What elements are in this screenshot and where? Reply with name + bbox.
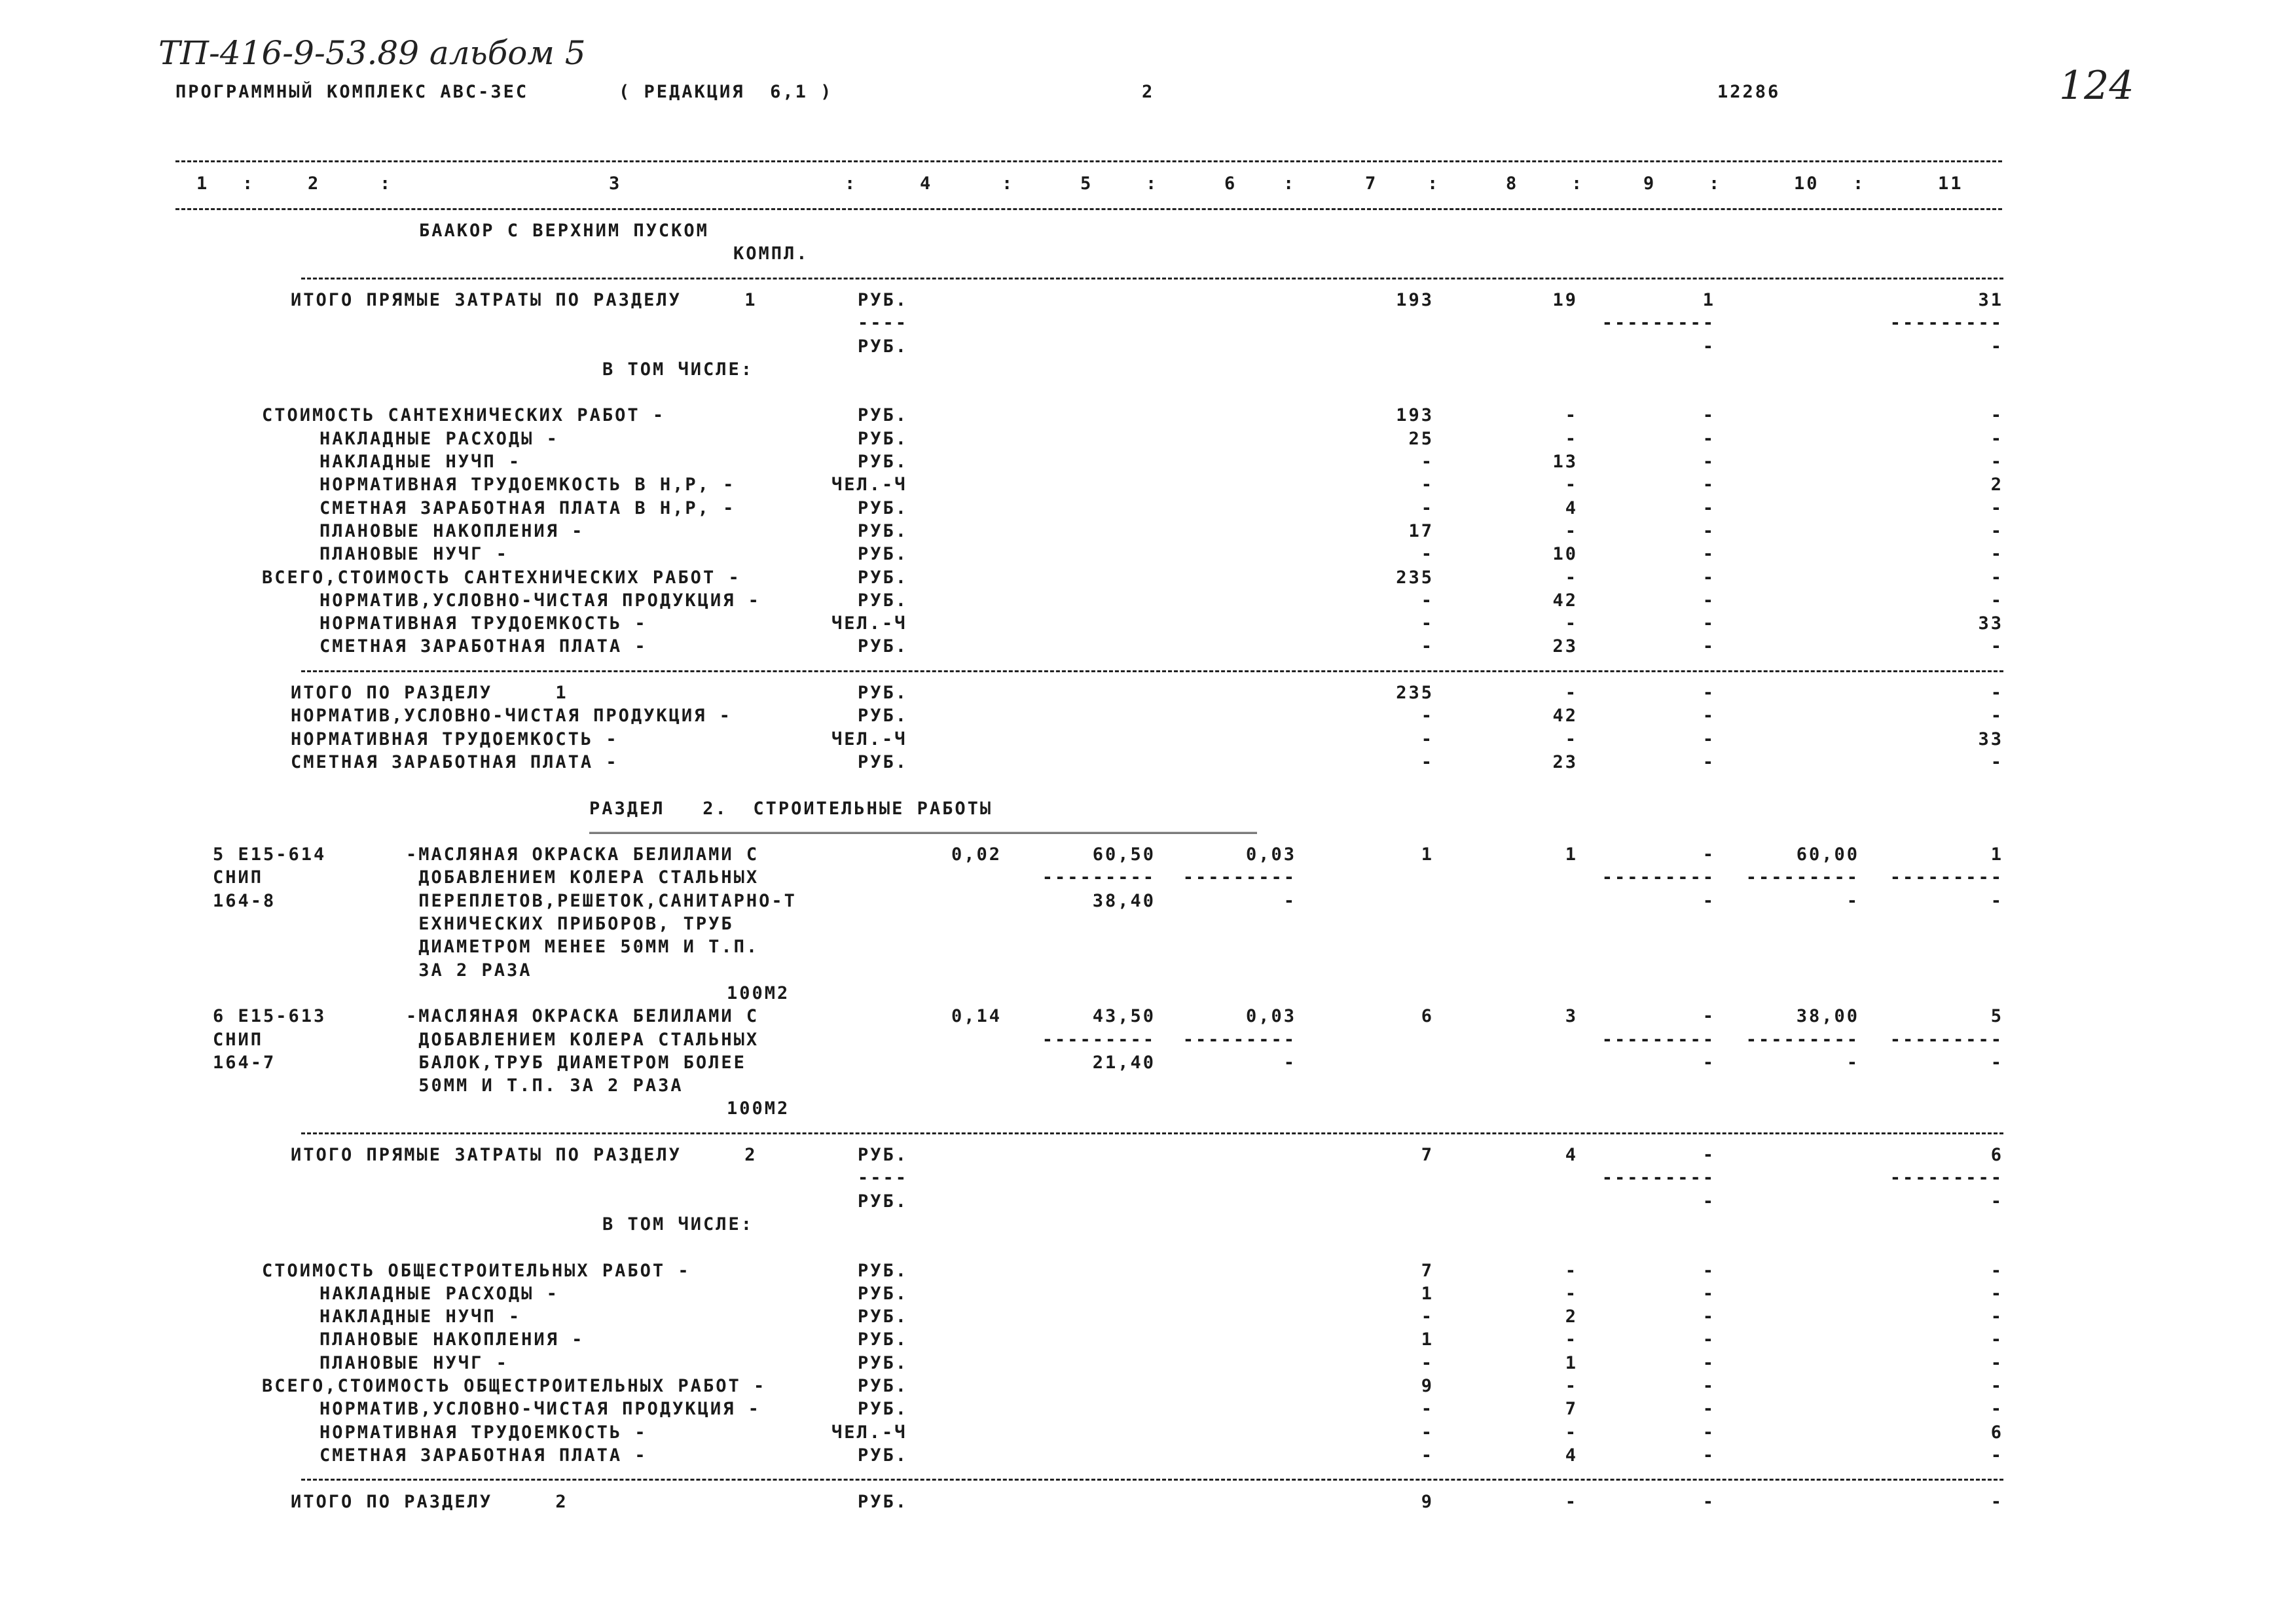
- value-col-7: -: [1421, 544, 1434, 565]
- value-col-7: -: [1421, 1307, 1434, 1327]
- value-col-11: -: [1990, 497, 2003, 518]
- value-col-7: 6: [1421, 1006, 1434, 1027]
- value-col-7: -: [1421, 706, 1434, 727]
- value-col-11: -: [1990, 1445, 2003, 1466]
- value-col-9: -: [1702, 1283, 1715, 1304]
- value-col-8: 4: [1565, 497, 1578, 518]
- unit-cell: РУБ.: [858, 706, 909, 727]
- description-cell: ПЛАНОВЫЕ НАКОПЛЕНИЯ -: [319, 1329, 585, 1350]
- unit-cell: РУБ.: [858, 567, 909, 588]
- description-cell: СМЕТНАЯ ЗАРАБОТНАЯ ПЛАТА В Н,Р, -: [319, 497, 736, 518]
- value-col-9: -: [1702, 1052, 1715, 1073]
- value-col-7: 17: [1408, 520, 1434, 541]
- value-col-9: -: [1702, 890, 1715, 911]
- description-cell: НАКЛАДНЫЕ РАСХОДЫ -: [319, 428, 559, 449]
- value-col-11: 6: [1990, 1422, 2003, 1443]
- value-col-9: -: [1702, 1399, 1715, 1420]
- section-underline: [589, 832, 1257, 834]
- value-col-7: -: [1421, 729, 1434, 749]
- description-cell: БАЛОК,ТРУБ ДИАМЕТРОМ БОЛЕЕ: [406, 1052, 746, 1073]
- value-col-11: -: [1990, 590, 2003, 611]
- row-separator: [301, 1132, 2003, 1134]
- description-cell: НАКЛАДНЫЕ НУЧП -: [319, 452, 522, 472]
- value-col-10: 38,00: [1796, 1006, 1859, 1027]
- value-col-8: 13: [1552, 452, 1578, 472]
- description-cell: ДОБАВЛЕНИЕМ КОЛЕРА СТАЛЬНЫХ: [406, 867, 759, 888]
- value-col-9: -: [1702, 590, 1715, 611]
- unit-cell: ----: [858, 1168, 909, 1189]
- subtotal-dash-col-5: ---------: [1042, 1029, 1156, 1050]
- value-col-7: -: [1421, 613, 1434, 634]
- value-col-7: -: [1421, 1445, 1434, 1466]
- column-header-4: 4: [920, 173, 933, 194]
- value-col-9: -: [1702, 405, 1715, 426]
- value-col-8: -: [1565, 613, 1578, 634]
- value-col-7: 1: [1421, 1329, 1434, 1350]
- subtotal-dash-col-10: ---------: [1745, 867, 1859, 888]
- unit-cell: РУБ.: [858, 1329, 909, 1350]
- description-cell: В ТОМ ЧИСЛЕ:: [602, 359, 754, 380]
- document-code: 12286: [1717, 82, 1781, 102]
- value-col-9: -: [1702, 729, 1715, 749]
- subtotal-dash-col-11: ---------: [1889, 1168, 2003, 1189]
- unit-cell: РУБ.: [858, 751, 909, 772]
- code-cell: СНИП: [213, 1029, 264, 1050]
- value-col-9: -: [1702, 1422, 1715, 1443]
- description-cell: 50ММ И Т.П. ЗА 2 РАЗА: [406, 1075, 684, 1096]
- description-cell: ДОБАВЛЕНИЕМ КОЛЕРА СТАЛЬНЫХ: [406, 1029, 759, 1050]
- unit-cell: РУБ.: [858, 1260, 909, 1281]
- description-cell: НОРМАТИВ,УСЛОВНО-ЧИСТАЯ ПРОДУКЦИЯ -: [319, 590, 761, 611]
- unit-cell: РУБ.: [858, 636, 909, 657]
- unit-cell: РУБ.: [858, 520, 909, 541]
- unit-cell: ЧЕЛ.-Ч: [831, 729, 907, 749]
- unit-cell: РУБ.: [858, 683, 909, 703]
- unit-label: КОМПЛ.: [733, 244, 809, 264]
- value-col-11: -: [1990, 544, 2003, 565]
- value-col-11: -: [1990, 636, 2003, 657]
- column-divider: :: [1283, 173, 1296, 194]
- value-col-11: 6: [1990, 1145, 2003, 1165]
- quantity-unit: 100М2: [727, 1098, 790, 1119]
- description-cell: ПЕРЕПЛЕТОВ,РЕШЕТОК,САНИТАРНО-Т: [406, 890, 797, 911]
- value-col-11: 1: [1990, 844, 2003, 865]
- value-col-7: -: [1421, 452, 1434, 472]
- value-col-8: -: [1565, 1260, 1578, 1281]
- value-col-8: 4: [1565, 1145, 1578, 1165]
- value-col-9: -: [1702, 1445, 1715, 1466]
- value-col-6: -: [1283, 1052, 1296, 1073]
- value-col-9: -: [1702, 475, 1715, 496]
- description-cell: ЕХНИЧЕСКИХ ПРИБОРОВ, ТРУБ: [406, 914, 734, 934]
- value-col-8: -: [1565, 1422, 1578, 1443]
- description-cell: ВСЕГО,СТОИМОСТЬ ОБЩЕСТРОИТЕЛЬНЫХ РАБОТ -: [262, 1376, 767, 1396]
- value-col-9: -: [1702, 1145, 1715, 1165]
- description-cell: ПЛАНОВЫЕ НАКОПЛЕНИЯ -: [319, 520, 585, 541]
- value-col-9: -: [1702, 567, 1715, 588]
- value-col-5: 43,50: [1092, 1006, 1156, 1027]
- unit-cell: РУБ.: [858, 1145, 909, 1165]
- description-cell: СМЕТНАЯ ЗАРАБОТНАЯ ПЛАТА -: [319, 1445, 648, 1466]
- row-separator: [301, 670, 2003, 672]
- subtotal-dash-col-9: ---------: [1601, 313, 1715, 334]
- unit-cell: РУБ.: [858, 452, 909, 472]
- value-col-4: 0,02: [951, 844, 1002, 865]
- value-col-10: -: [1846, 1052, 1859, 1073]
- value-col-11: -: [1990, 428, 2003, 449]
- description-cell: НОРМАТИВНАЯ ТРУДОЕМКОСТЬ -: [319, 1422, 648, 1443]
- value-col-11: -: [1990, 1352, 2003, 1373]
- unit-cell: РУБ.: [858, 544, 909, 565]
- value-col-11: -: [1990, 706, 2003, 727]
- value-col-7: -: [1421, 1422, 1434, 1443]
- value-col-8: 42: [1552, 590, 1578, 611]
- page-number: 2: [1142, 82, 1155, 102]
- column-header-10: 10: [1794, 173, 1819, 194]
- value-col-8: 10: [1552, 544, 1578, 565]
- program-edition: ( РЕДАКЦИЯ 6,1 ): [619, 82, 833, 102]
- value-col-9: -: [1702, 520, 1715, 541]
- value-col-9: -: [1702, 336, 1715, 357]
- value-col-6: 0,03: [1245, 1006, 1296, 1027]
- column-header-3: 3: [609, 173, 622, 194]
- value-col-10: -: [1846, 890, 1859, 911]
- value-col-7: 7: [1421, 1260, 1434, 1281]
- unit-cell: РУБ.: [858, 289, 909, 310]
- value-col-9: -: [1702, 751, 1715, 772]
- value-col-9: -: [1702, 1006, 1715, 1027]
- code-cell: 5 Е15-614: [213, 844, 327, 865]
- description-cell: ИТОГО ПО РАЗДЕЛУ 1: [291, 683, 568, 703]
- unit-cell: ЧЕЛ.-Ч: [831, 475, 907, 496]
- row-separator: [301, 1479, 2003, 1481]
- value-col-8: 42: [1552, 706, 1578, 727]
- value-col-9: -: [1702, 1260, 1715, 1281]
- value-col-7: 7: [1421, 1145, 1434, 1165]
- value-col-7: 235: [1396, 567, 1434, 588]
- value-col-11: -: [1990, 1329, 2003, 1350]
- value-col-10: 60,00: [1796, 844, 1859, 865]
- value-col-9: -: [1702, 613, 1715, 634]
- value-col-8: -: [1565, 475, 1578, 496]
- value-col-7: 193: [1396, 405, 1434, 426]
- unit-cell: РУБ.: [858, 1491, 909, 1512]
- subtotal-dash-col-10: ---------: [1745, 1029, 1859, 1050]
- value-col-7: 193: [1396, 289, 1434, 310]
- value-col-4: 0,14: [951, 1006, 1002, 1027]
- unit-cell: РУБ.: [858, 1283, 909, 1304]
- value-col-8: 1: [1565, 844, 1578, 865]
- description-cell: ИТОГО ПРЯМЫЕ ЗАТРАТЫ ПО РАЗДЕЛУ 2: [291, 1145, 757, 1165]
- subtotal-dash-col-9: ---------: [1601, 867, 1715, 888]
- column-divider: :: [845, 173, 858, 194]
- section-title: РАЗДЕЛ 2. СТРОИТЕЛЬНЫЕ РАБОТЫ: [589, 798, 993, 819]
- description-cell: НОРМАТИВНАЯ ТРУДОЕМКОСТЬ -: [291, 729, 619, 749]
- column-divider: :: [1853, 173, 1866, 194]
- unit-cell: ЧЕЛ.-Ч: [831, 1422, 907, 1443]
- column-header-6: 6: [1224, 173, 1237, 194]
- value-col-11: -: [1990, 1260, 2003, 1281]
- value-col-8: -: [1565, 1491, 1578, 1512]
- subtotal-dash-col-5: ---------: [1042, 867, 1156, 888]
- description-cell: ПЛАНОВЫЕ НУЧГ -: [319, 544, 509, 565]
- value-col-11: 5: [1990, 1006, 2003, 1027]
- value-col-5: 60,50: [1092, 844, 1156, 865]
- unit-cell: РУБ.: [858, 497, 909, 518]
- description-cell: СТОИМОСТЬ ОБЩЕСТРОИТЕЛЬНЫХ РАБОТ -: [262, 1260, 691, 1281]
- value-col-11: 31: [1978, 289, 2003, 310]
- value-col-9: -: [1702, 1191, 1715, 1212]
- value-col-11: -: [1990, 567, 2003, 588]
- value-col-8: 23: [1552, 636, 1578, 657]
- value-col-9: -: [1702, 452, 1715, 472]
- description-cell: БААКОР С ВЕРХНИМ ПУСКОМ: [419, 221, 709, 241]
- subtotal-dash-col-9: ---------: [1601, 1168, 1715, 1189]
- description-cell: ДИАМЕТРОМ МЕНЕЕ 50ММ И Т.П.: [406, 937, 759, 958]
- code-cell: СНИП: [213, 867, 264, 888]
- value-col-8: 1: [1565, 1352, 1578, 1373]
- column-divider: :: [1571, 173, 1584, 194]
- value-col-8: -: [1565, 520, 1578, 541]
- value-col-8: -: [1565, 1376, 1578, 1396]
- unit-cell: РУБ.: [858, 590, 909, 611]
- handwritten-doc-code: ТП-416-9-53.89 альбом 5: [158, 34, 586, 72]
- value-col-7: -: [1421, 590, 1434, 611]
- value-col-9: -: [1702, 844, 1715, 865]
- column-header-11: 11: [1938, 173, 1963, 194]
- value-col-5: 21,40: [1092, 1052, 1156, 1073]
- value-col-7: -: [1421, 1399, 1434, 1420]
- value-col-7: 9: [1421, 1376, 1434, 1396]
- description-cell: В ТОМ ЧИСЛЕ:: [602, 1214, 754, 1235]
- value-col-11: -: [1990, 890, 2003, 911]
- value-col-11: -: [1990, 683, 2003, 703]
- description-cell: -МАСЛЯНАЯ ОКРАСКА БЕЛИЛАМИ С: [406, 1006, 759, 1027]
- description-cell: СТОИМОСТЬ САНТЕХНИЧЕСКИХ РАБОТ -: [262, 405, 666, 426]
- value-col-9: -: [1702, 544, 1715, 565]
- code-cell: 164-7: [213, 1052, 276, 1073]
- value-col-9: -: [1702, 636, 1715, 657]
- value-col-11: -: [1990, 452, 2003, 472]
- value-col-7: 25: [1408, 428, 1434, 449]
- value-col-7: 9: [1421, 1491, 1434, 1512]
- description-cell: НОРМАТИВ,УСЛОВНО-ЧИСТАЯ ПРОДУКЦИЯ -: [319, 1399, 761, 1420]
- value-col-7: -: [1421, 636, 1434, 657]
- value-col-8: -: [1565, 428, 1578, 449]
- value-col-8: 19: [1552, 289, 1578, 310]
- unit-cell: РУБ.: [858, 1191, 909, 1212]
- value-col-8: -: [1565, 1329, 1578, 1350]
- unit-cell: РУБ.: [858, 1399, 909, 1420]
- value-col-9: -: [1702, 1329, 1715, 1350]
- unit-cell: ----: [858, 313, 909, 334]
- column-divider: :: [1146, 173, 1159, 194]
- value-col-9: -: [1702, 706, 1715, 727]
- value-col-9: -: [1702, 1376, 1715, 1396]
- description-cell: НОРМАТИВНАЯ ТРУДОЕМКОСТЬ -: [319, 613, 648, 634]
- value-col-11: -: [1990, 405, 2003, 426]
- value-col-8: -: [1565, 567, 1578, 588]
- value-col-11: 2: [1990, 475, 2003, 496]
- value-col-8: -: [1565, 1283, 1578, 1304]
- subtotal-dash-col-11: ---------: [1889, 313, 2003, 334]
- unit-cell: РУБ.: [858, 1352, 909, 1373]
- program-title: ПРОГРАММНЫЙ КОМПЛЕКС АВС-3ЕС: [175, 82, 529, 102]
- column-header-5: 5: [1080, 173, 1093, 194]
- description-cell: НАКЛАДНЫЕ РАСХОДЫ -: [319, 1283, 559, 1304]
- unit-cell: РУБ.: [858, 1445, 909, 1466]
- column-header-8: 8: [1506, 173, 1519, 194]
- value-col-8: -: [1565, 729, 1578, 749]
- table-header-rule: [175, 208, 2002, 210]
- value-col-11: -: [1990, 751, 2003, 772]
- column-header-2: 2: [308, 173, 321, 194]
- unit-cell: РУБ.: [858, 1376, 909, 1396]
- value-col-9: -: [1702, 1352, 1715, 1373]
- column-divider: :: [1002, 173, 1015, 194]
- subtotal-dash-col-6: ---------: [1182, 867, 1296, 888]
- value-col-11: -: [1990, 1283, 2003, 1304]
- value-col-7: 235: [1396, 683, 1434, 703]
- value-col-7: -: [1421, 1352, 1434, 1373]
- column-divider: :: [242, 173, 255, 194]
- value-col-8: -: [1565, 405, 1578, 426]
- column-divider: :: [1709, 173, 1722, 194]
- value-col-7: -: [1421, 751, 1434, 772]
- description-cell: НОРМАТИВНАЯ ТРУДОЕМКОСТЬ В Н,Р, -: [319, 475, 736, 496]
- value-col-11: -: [1990, 336, 2003, 357]
- value-col-6: 0,03: [1245, 844, 1296, 865]
- value-col-6: -: [1283, 890, 1296, 911]
- quantity-unit: 100М2: [727, 983, 790, 1003]
- value-col-11: -: [1990, 1491, 2003, 1512]
- handwritten-page-number: 124: [2059, 63, 2134, 109]
- unit-cell: РУБ.: [858, 405, 909, 426]
- column-header-9: 9: [1643, 173, 1656, 194]
- unit-cell: РУБ.: [858, 336, 909, 357]
- value-col-8: 4: [1565, 1445, 1578, 1466]
- description-cell: ПЛАНОВЫЕ НУЧГ -: [319, 1352, 509, 1373]
- description-cell: ИТОГО ПРЯМЫЕ ЗАТРАТЫ ПО РАЗДЕЛУ 1: [291, 289, 757, 310]
- value-col-11: -: [1990, 1376, 2003, 1396]
- row-separator: [301, 278, 2003, 280]
- description-cell: НАКЛАДНЫЕ НУЧП -: [319, 1307, 522, 1327]
- value-col-9: -: [1702, 1491, 1715, 1512]
- subtotal-dash-col-6: ---------: [1182, 1029, 1296, 1050]
- value-col-5: 38,40: [1092, 890, 1156, 911]
- unit-cell: РУБ.: [858, 428, 909, 449]
- table-top-rule: [175, 160, 2002, 162]
- value-col-8: 3: [1565, 1006, 1578, 1027]
- value-col-9: 1: [1702, 289, 1715, 310]
- description-cell: ЗА 2 РАЗА: [406, 960, 532, 981]
- value-col-7: 1: [1421, 1283, 1434, 1304]
- description-cell: -МАСЛЯНАЯ ОКРАСКА БЕЛИЛАМИ С: [406, 844, 759, 865]
- column-divider: :: [380, 173, 393, 194]
- subtotal-dash-col-11: ---------: [1889, 1029, 2003, 1050]
- unit-cell: ЧЕЛ.-Ч: [831, 613, 907, 634]
- column-header-1: 1: [196, 173, 210, 194]
- value-col-11: -: [1990, 1052, 2003, 1073]
- description-cell: СМЕТНАЯ ЗАРАБОТНАЯ ПЛАТА -: [319, 636, 648, 657]
- description-cell: НОРМАТИВ,УСЛОВНО-ЧИСТАЯ ПРОДУКЦИЯ -: [291, 706, 732, 727]
- value-col-8: 23: [1552, 751, 1578, 772]
- column-header-7: 7: [1365, 173, 1378, 194]
- description-cell: СМЕТНАЯ ЗАРАБОТНАЯ ПЛАТА -: [291, 751, 619, 772]
- value-col-9: -: [1702, 683, 1715, 703]
- value-col-11: -: [1990, 1399, 2003, 1420]
- value-col-11: -: [1990, 1307, 2003, 1327]
- unit-cell: РУБ.: [858, 1307, 909, 1327]
- value-col-9: -: [1702, 497, 1715, 518]
- value-col-7: 1: [1421, 844, 1434, 865]
- subtotal-dash-col-9: ---------: [1601, 1029, 1715, 1050]
- value-col-9: -: [1702, 428, 1715, 449]
- value-col-11: 33: [1978, 613, 2003, 634]
- value-col-9: -: [1702, 1307, 1715, 1327]
- value-col-7: -: [1421, 475, 1434, 496]
- value-col-11: -: [1990, 520, 2003, 541]
- value-col-8: 2: [1565, 1307, 1578, 1327]
- subtotal-dash-col-11: ---------: [1889, 867, 2003, 888]
- value-col-11: 33: [1978, 729, 2003, 749]
- column-divider: :: [1427, 173, 1440, 194]
- description-cell: ИТОГО ПО РАЗДЕЛУ 2: [291, 1491, 568, 1512]
- description-cell: ВСЕГО,СТОИМОСТЬ САНТЕХНИЧЕСКИХ РАБОТ -: [262, 567, 741, 588]
- value-col-8: -: [1565, 683, 1578, 703]
- value-col-7: -: [1421, 497, 1434, 518]
- value-col-11: -: [1990, 1191, 2003, 1212]
- code-cell: 164-8: [213, 890, 276, 911]
- value-col-8: 7: [1565, 1399, 1578, 1420]
- code-cell: 6 Е15-613: [213, 1006, 327, 1027]
